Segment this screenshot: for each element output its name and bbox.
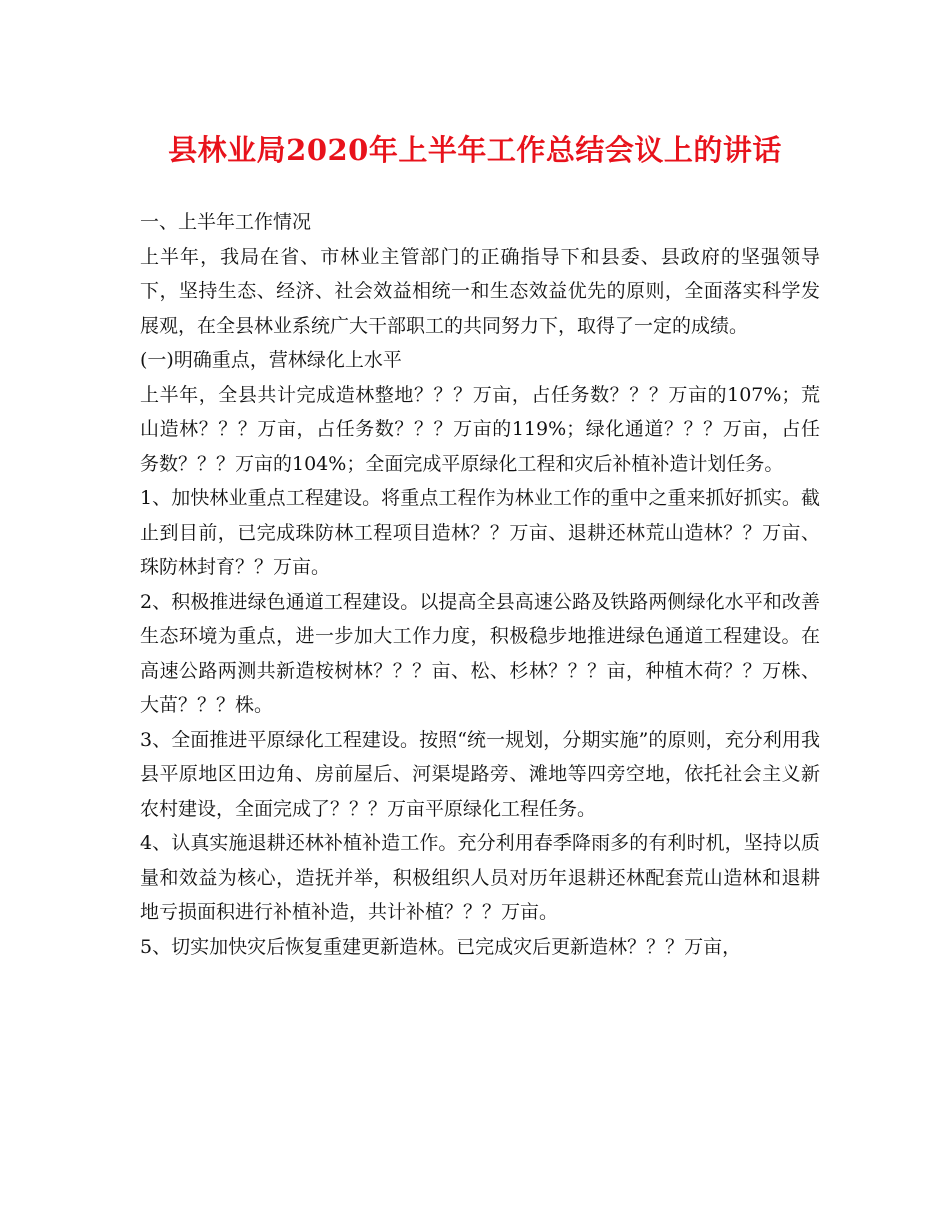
subsection-heading: (一)明确重点，营林绿化上水平 <box>140 349 402 371</box>
paragraph: 4、认真实施退耕还林补植补造工作。充分利用春季降雨多的有利时机，坚持以质量和效益为核心，造抚并举，积极组织人员对历年退耕还林配套荒山造林和退耕地亏损面积进行补植补造，共计补植？？？万亩。 <box>140 832 820 923</box>
document-title: 县林业局2020年上半年工作总结会议上的讲话 <box>168 133 782 167</box>
paragraph: 1、加快林业重点工程建设。将重点工程作为林业工作的重中之重来抓好抓实。截止到目前，已完成珠防林工程项目造林？？万亩、退耕还林荒山造林？？万亩、珠防林封育？？万亩。 <box>140 487 820 578</box>
paragraph: 2、积极推进绿色通道工程建设。以提高全县高速公路及铁路两侧绿化水平和改善生态环境为重点，进一步加大工作力度，积极稳步地推进绿色通道工程建设。在高速公路两测共新造桉树林？？？亩、松、杉林？？？亩，种植木荷？？万株、大苗？？？株。 <box>140 590 820 716</box>
document-body <box>140 205 820 964</box>
section-heading: 一、上半年工作情况 <box>140 211 312 233</box>
paragraph: 5、切实加快灾后恢复重建更新造林。已完成灾后更新造林？？？万亩， <box>140 935 742 958</box>
paragraph: 上半年，全县共计完成造林整地？？？万亩，占任务数？？？万亩的107%；荒山造林？？？万亩，占任务数？？？万亩的119%；绿化通道？？？万亩，占任务数？？？万亩的104%；全面完成平原绿化工程和灾后补植补造计划任务。 <box>140 383 820 475</box>
paragraph: 上半年，我局在省、市林业主管部门的正确指导下和县委、县政府的坚强领导下，坚持生态、经济、社会效益相统一和生态效益优先的原则，全面落实科学发展观，在全县林业系统广大干部职工的共同努力下，取得了一定的成绩。 <box>140 245 820 337</box>
paragraph: 3、全面推进平原绿化工程建设。按照“统一规划，分期实施”的原则，充分利用我县平原地区田边角、房前屋后、河渠堤路旁、滩地等四旁空地，依托社会主义新农村建设，全面完成了？？？万亩平原绿化工程任务。 <box>140 728 820 820</box>
